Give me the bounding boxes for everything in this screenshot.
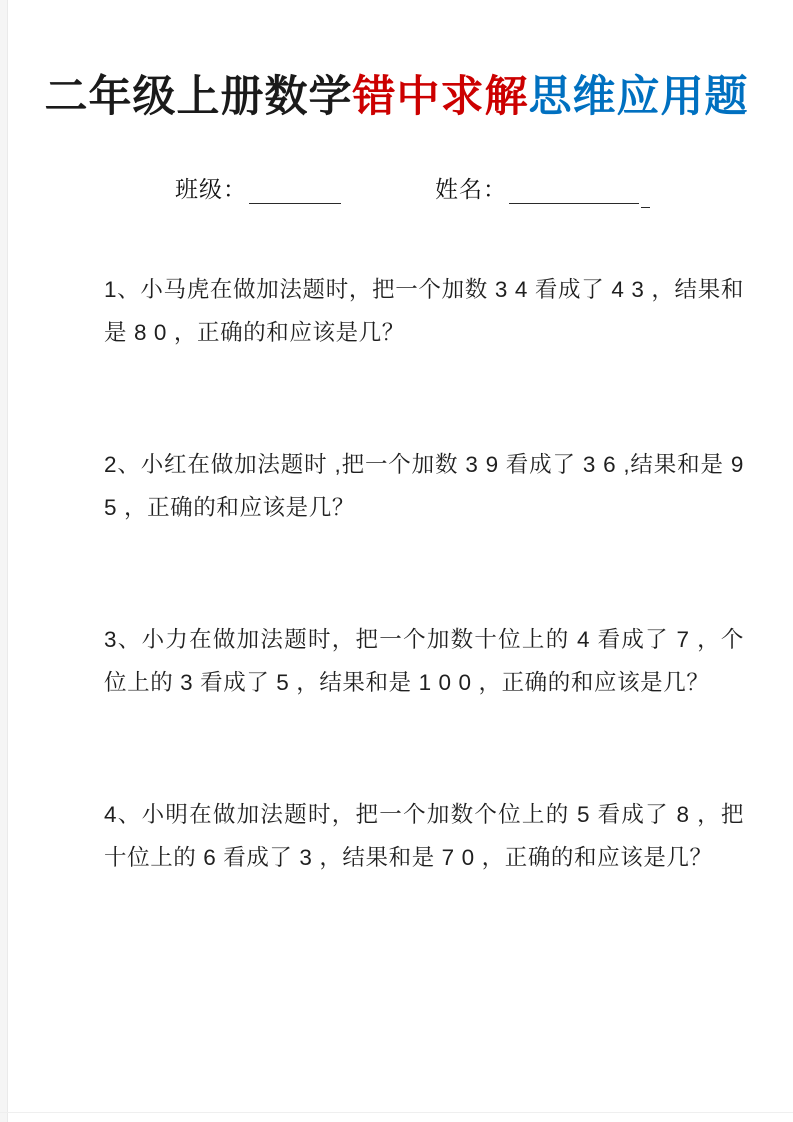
name-blank-tail <box>641 181 650 208</box>
student-info-line <box>175 172 793 204</box>
problem-text: 小力在做加法题时，把一个加数十位上的 4 看成了 7 ，个位上的 3 看成了 5 ，结果和是 1 0 0 ，正确的和应该是几？ <box>104 626 744 695</box>
problem-text: 小马虎在做加法题时，把一个加数 3 4 看成了 4 3 ，结果和是 8 0 ，正确的和应该是几？ <box>104 276 744 345</box>
problem-text: 小明在做加法题时，把一个加数个位上的 5 看成了 8 ，把十位上的 6 看成了 3 ，结果和是 7 0 ，正确的和应该是几？ <box>104 801 744 870</box>
problem-item-4 <box>104 793 744 879</box>
problem-item-2 <box>104 443 744 529</box>
problem-list <box>104 268 744 879</box>
problem-number: 4、 <box>104 801 142 827</box>
title-part-red: 错中求解 <box>352 73 529 121</box>
class-label: 班级： <box>175 175 247 202</box>
name-blank <box>509 177 639 204</box>
class-blank <box>249 177 341 204</box>
problem-number: 2、 <box>104 451 141 477</box>
problem-text: 小红在做加法题时 ,把一个加数 3 9 看成了 3 6 ,结果和是 9 5 ，正确的和应该是几？ <box>104 451 744 520</box>
page-left-edge <box>0 0 8 1122</box>
page-title <box>0 0 793 126</box>
title-part-black: 二年级上册数学 <box>44 73 353 121</box>
problem-item-3 <box>104 618 744 704</box>
name-label: 姓名： <box>435 175 507 202</box>
page-bottom-edge <box>0 1112 793 1113</box>
title-part-blue: 思维应用题 <box>528 73 749 121</box>
problem-item-1 <box>104 268 744 354</box>
problem-number: 3、 <box>104 626 142 652</box>
problem-number: 1、 <box>104 276 141 302</box>
